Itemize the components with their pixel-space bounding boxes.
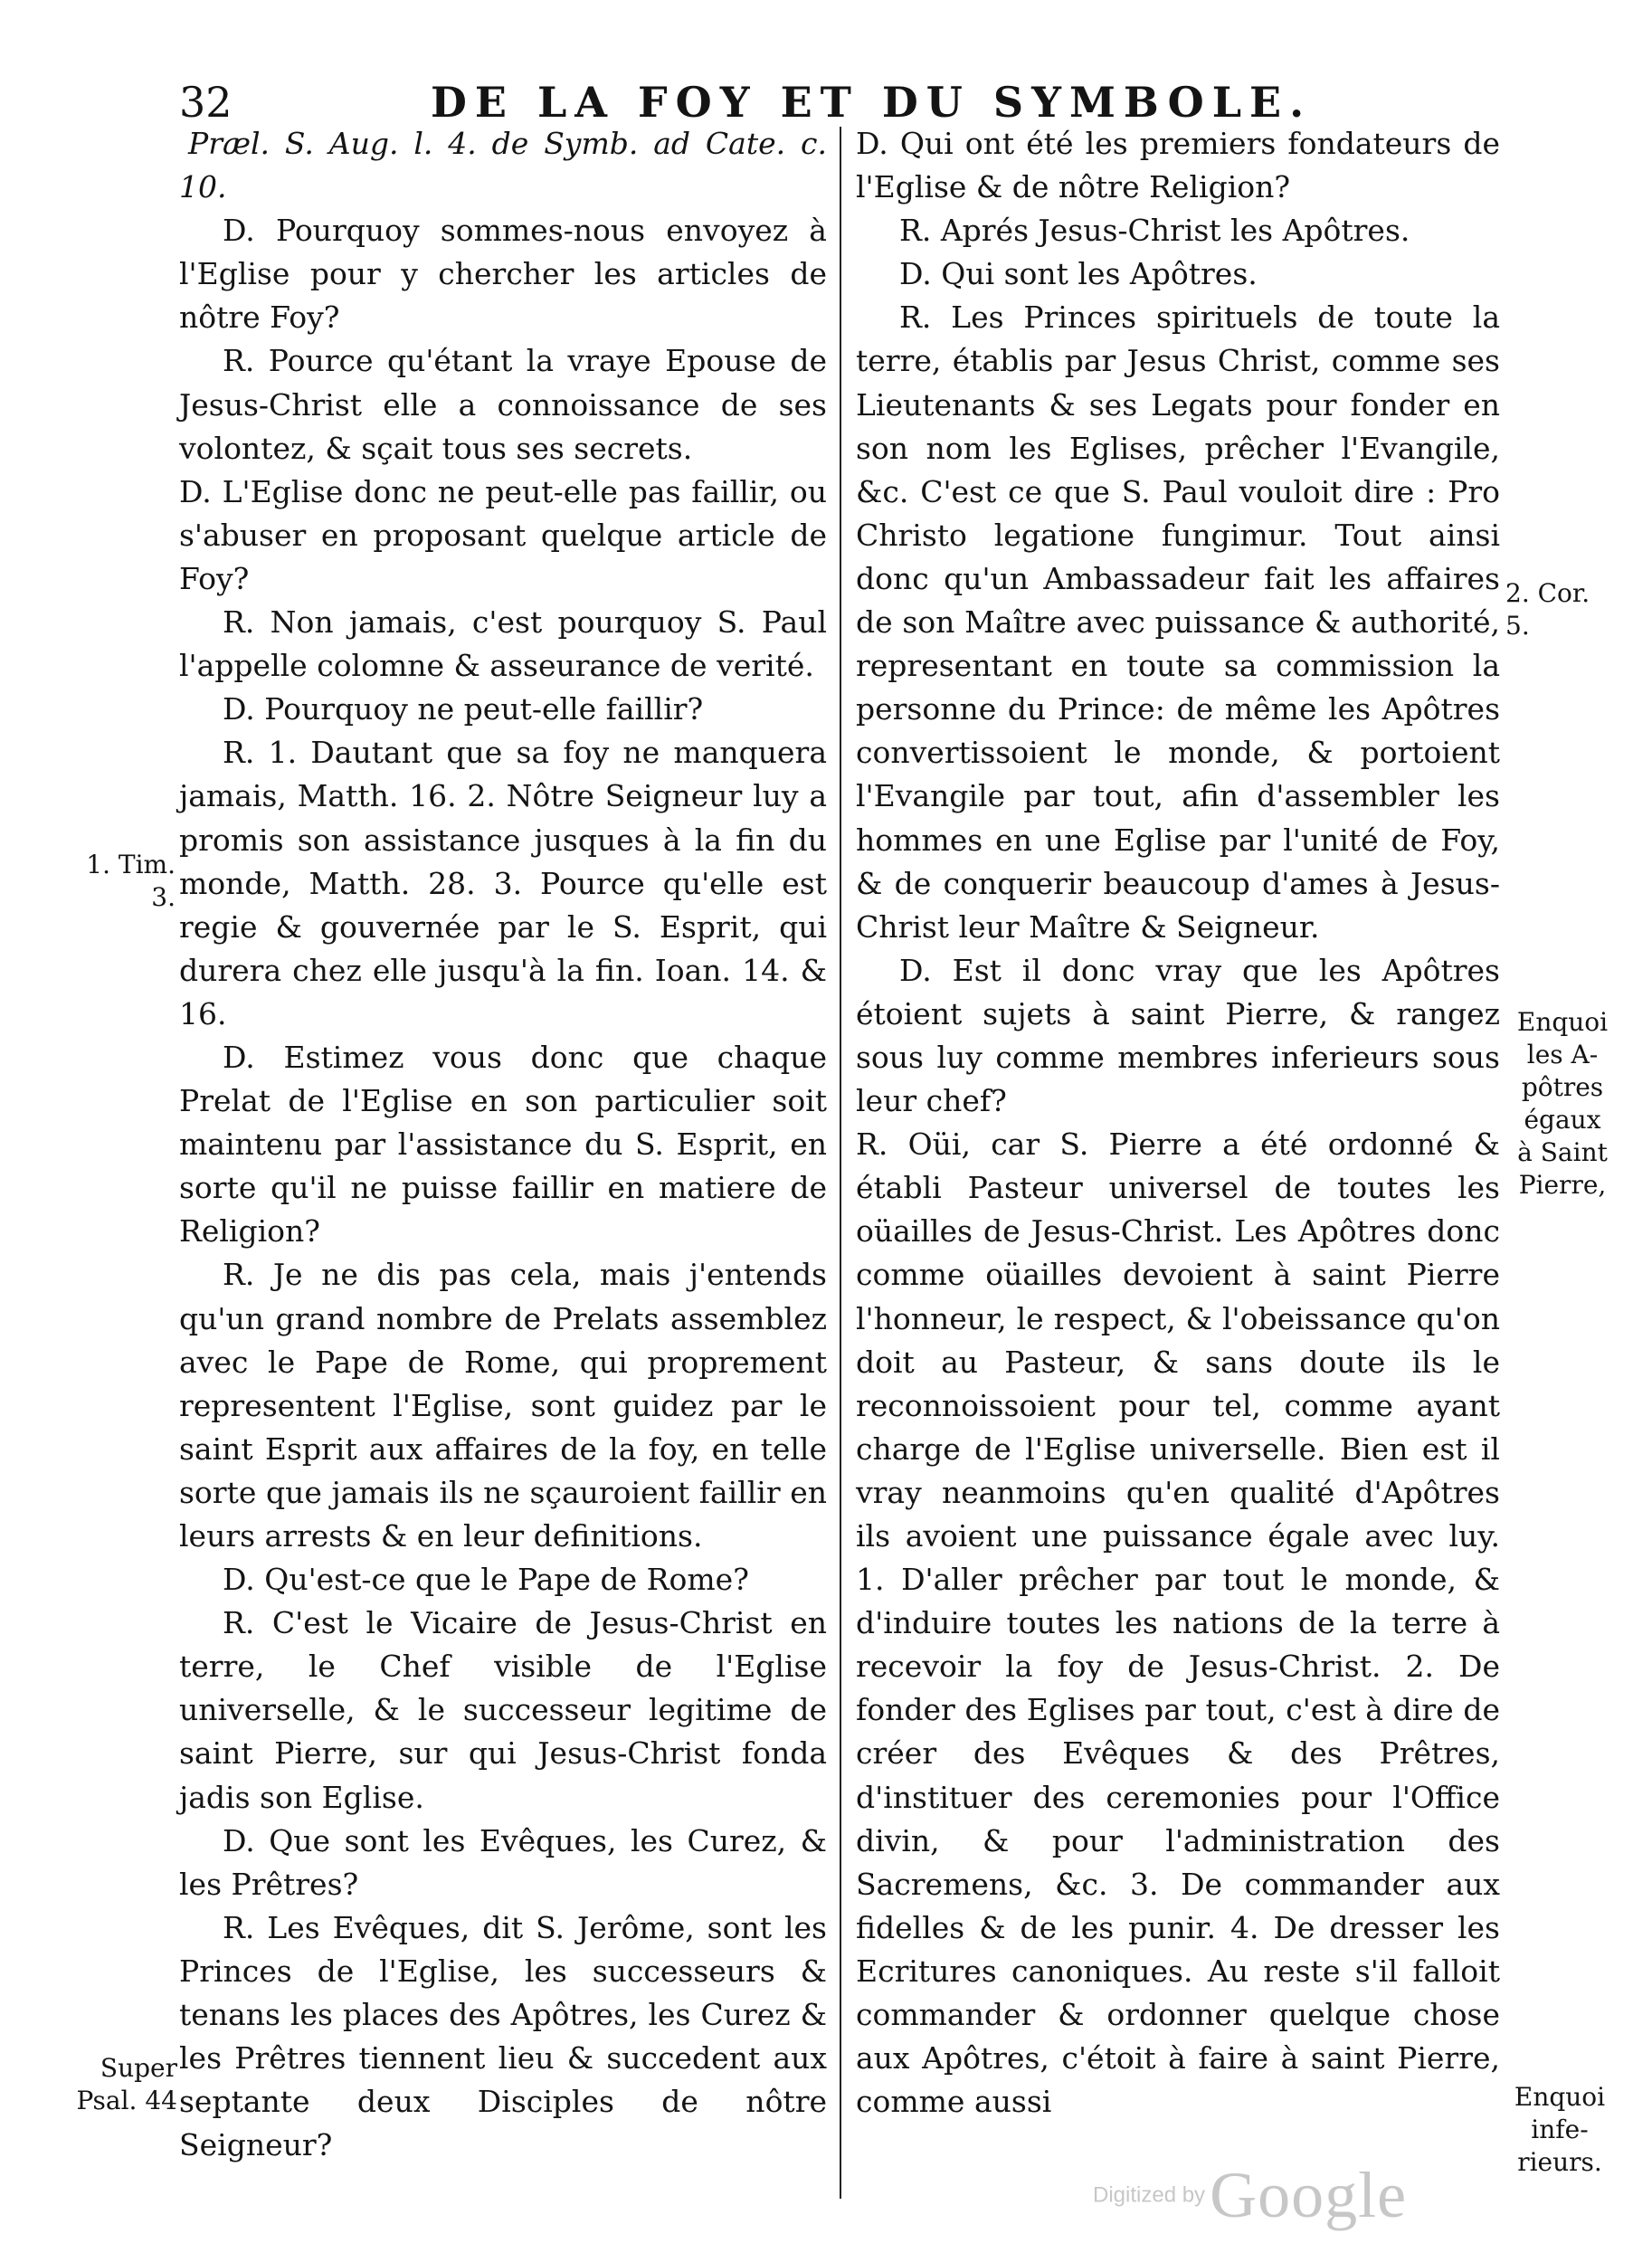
- paragraph: D. L'Eglise donc ne peut-elle pas faillir, ou s'abuser en proposant quelque article de Foy?: [179, 473, 827, 596]
- paragraph: R. C'est le Vicaire de Jesus-Christ en terre, le Chef visible de l'Eglise universelle, & le successeur legitime de saint Pierre, sur qui Jesus-Christ fonda jadis son Eglise.: [179, 1605, 827, 1815]
- paragraph: D. Estimez vous donc que chaque Prelat de l'Eglise en son particulier soit maintenu par l'assistance du S. Esprit, en sorte qu'il ne puisse faillir en matiere de Religion?: [179, 1039, 827, 1250]
- margin-note-apotres: Enquoi les A- pôtres égaux à Saint Pierre,: [1516, 1007, 1609, 1200]
- paragraph: R. Oüi, car S. Pierre a été ordonné & établi Pasteur universel de toutes les oüailles de Jesus-Christ. Les Apôtres donc comme oüailles devoient à saint Pierre l'honneur, le respect, & l'obeissance qu'on doit au Pasteur, & sans doute ils le reconnoissoient pour tel, comme ayant charge de l'Eglise universelle. Bien est il vray neanmoins qu'en qualité d'Apôtres ils avoient une puissance égale avec luy. 1. D'aller prêcher par tout le monde, & d'induire toutes les nations de la terre à recevoir la foy de Jesus-Christ. 2. De fonder des Eglises par tout, c'est à dire de créer des Evêques & des Prêtres, d'instituer des ceremonies pour l'Office divin, & pour l'administration des Sacremens, &c. 3. De commander aux fidelles & de les punir. 4. De dresser les Ecritures canoniques. Au reste s'il falloit commander & ordonner quelque chose aux Apôtres, c'étoit à faire à saint Pierre, comme aussi: [856, 1126, 1500, 2120]
- margin-note-cor: 2. Cor. 5.: [1505, 578, 1590, 641]
- running-title: DE LA FOY ET DU SYMBOLE.: [431, 78, 1313, 127]
- digitized-watermark: [1093, 2158, 1407, 2233]
- margin-note-super: Super Psal. 44: [76, 2053, 177, 2115]
- paragraph: R. Aprés Jesus-Christ les Apôtres.: [899, 213, 1410, 249]
- watermark-prefix: Digitized by: [1093, 2182, 1206, 2208]
- google-logo: Google: [1210, 2159, 1408, 2231]
- paragraph: D. Qui sont les Apôtres.: [899, 256, 1258, 292]
- paragraph: R. Je ne dis pas cela, mais j'entends qu'un grand nombre de Prelats assemblez avec le Pape de Rome, qui proprement representent l'Eglise, sont guidez par le saint Esprit aux affaires de la foy, en telle sorte que jamais ils ne sçauroient faillir en leurs arrests & en leur definitions.: [179, 1257, 827, 1554]
- paragraph: D. Que sont les Evêques, les Curez, & les Prêtres?: [179, 1822, 827, 1902]
- column-divider: [840, 127, 841, 2199]
- paragraph: R. Les Princes spirituels de toute la terre, établis par Jesus Christ, comme ses Lieutenants & ses Legats pour fonder en son nom les Eglises, prêcher l'Evangile, &c. C'est ce que S. Paul vouloit dire : Pro Christo legatione fungimur. Tout ainsi donc qu'un Ambassadeur fait les affaires de son Maître avec puissance & authorité, representant en toute sa commission la personne du Prince: de même les Apôtres convertissoient le monde, & portoient l'Evangile par tout, afin d'assembler les hommes en une Eglise par l'unité de Foy, & de conquerir beaucoup d'ames à Jesus-Christ leur Maître & Seigneur.: [856, 299, 1500, 945]
- paragraph: D. Pourquoy ne peut-elle faillir?: [223, 691, 704, 727]
- left-column: [179, 122, 827, 2194]
- margin-note-tim: 1. Tim. 3.: [86, 850, 176, 912]
- paragraph: D. Pourquoy sommes-nous envoyez à l'Eglise pour y chercher les articles de nôtre Foy?: [179, 213, 827, 336]
- paragraph: D. Qui ont été les premiers fondateurs de l'Eglise & de nôtre Religion?: [856, 126, 1500, 205]
- paragraph: R. Pource qu'étant la vraye Epouse de Jesus-Christ elle a connoissance de ses volontez, & sçait tous ses secrets.: [179, 343, 827, 466]
- paragraph: R. 1. Dautant que sa foy ne manquera jamais, Matth. 16. 2. Nôtre Seigneur luy a promis son assistance jusques à la fin du monde, Matth. 28. 3. Pource qu'elle est regie & gouvernée par le S. Esprit, qui durera chez elle jusqu'à la fin. Ioan. 14. & 16.: [179, 735, 827, 1031]
- paragraph: R. Les Evêques, dit S. Jerôme, sont les Princes de l'Eglise, les successeurs & tenans les places des Apôtres, les Curez & les Prêtres tiennent lieu & succedent aux septante deux Disciples de nôtre Seigneur?: [179, 1909, 827, 2163]
- paragraph: D. Qu'est-ce que le Pape de Rome?: [223, 1562, 749, 1598]
- paragraph: R. Non jamais, c'est pourquoy S. Paul l'appelle colomne & asseurance de verité.: [179, 604, 827, 684]
- paragraph: D. Est il donc vray que les Apôtres étoient sujets à saint Pierre, & rangez sous luy comme membres inferieurs sous leur chef?: [856, 952, 1500, 1119]
- page-number: 32: [179, 78, 233, 127]
- right-column: [856, 122, 1500, 2194]
- citation-line: Præl. S. Aug. l. 4. de Symb. ad Cate. c. 10.: [179, 126, 827, 205]
- margin-note-inferieurs: Enquoi infe- rieurs.: [1514, 2082, 1606, 2177]
